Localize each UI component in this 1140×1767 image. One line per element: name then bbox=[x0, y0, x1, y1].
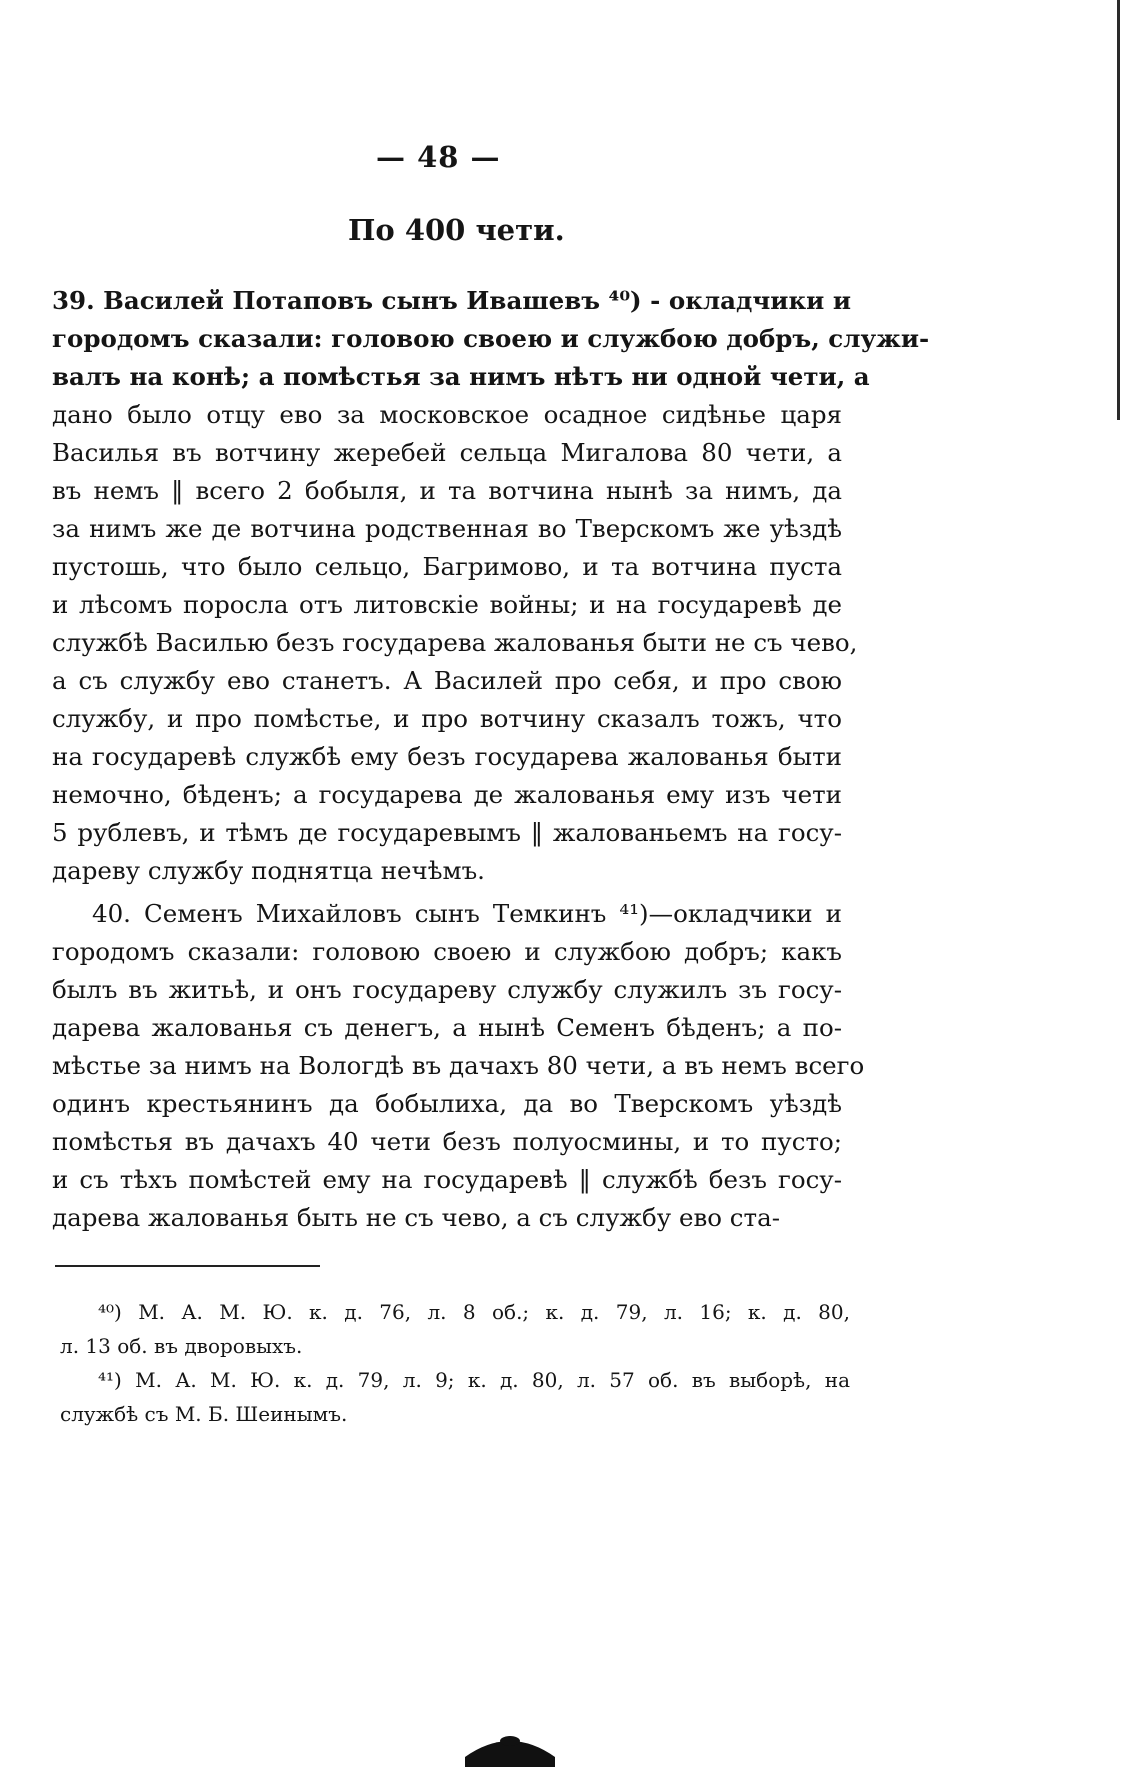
page-number: — 48 — bbox=[376, 140, 501, 174]
footnote-line: ⁴¹) М. А. М. Ю. к. д. 79, л. 9; к. д. 80, л. 57 об. въ выборѣ, на bbox=[98, 1368, 850, 1392]
text-line: дано было отцу ево за московское осадное сидѣнье царя bbox=[52, 400, 842, 429]
text-line: а съ службу ево станетъ. А Василей про себя, и про свою bbox=[52, 666, 842, 695]
ornament-icon bbox=[463, 1727, 557, 1767]
footnote-line: л. 13 об. въ дворовыхъ. bbox=[60, 1334, 303, 1358]
text-line: и съ тѣхъ помѣстей ему на государевѣ ‖ службѣ безъ госу- bbox=[52, 1165, 842, 1194]
text-line: на государевѣ службѣ ему безъ государева жалованья быти bbox=[52, 742, 842, 771]
footnotes bbox=[60, 1295, 850, 1431]
footnote-41 bbox=[60, 1363, 850, 1431]
text-line: 39. Василей Потаповъ сынъ Ивашевъ ⁴⁰) - окладчики и bbox=[52, 286, 852, 315]
text-line: службѣ Василью безъ государева жалованья быти не съ чево, bbox=[52, 628, 858, 657]
text-line: и лѣсомъ поросла отъ литовскіе войны; и на государевѣ де bbox=[52, 590, 842, 619]
footnote-divider bbox=[55, 1265, 320, 1267]
text-line: помѣстья въ дачахъ 40 чети безъ полуосмины, и то пусто; bbox=[52, 1127, 842, 1156]
text-line: пустошь, что было сельцо, Багримово, и та вотчина пуста bbox=[52, 552, 842, 581]
text-line: службу, и про помѣстье, и про вотчину сказалъ тожъ, что bbox=[52, 704, 842, 733]
text-line: былъ въ житьѣ, и онъ государеву службу служилъ зъ госу- bbox=[52, 975, 842, 1004]
text-line: Василья въ вотчину жеребей сельца Мигалова 80 чети, а bbox=[52, 438, 842, 467]
paragraph-40 bbox=[52, 895, 865, 1237]
text-line: дарева жалованья быть не съ чево, а съ службу ево ста- bbox=[52, 1203, 780, 1232]
text-line: 40. Семенъ Михайловъ сынъ Темкинъ ⁴¹)—окладчики и bbox=[92, 899, 842, 928]
paragraph-39 bbox=[52, 282, 930, 890]
text-line: 5 рублевъ, и тѣмъ де государевымъ ‖ жалованьемъ на госу- bbox=[52, 818, 842, 847]
body-text bbox=[52, 282, 930, 1237]
text-line: мѣстье за нимъ на Вологдѣ въ дачахъ 80 чети, а въ немъ всего bbox=[52, 1051, 865, 1080]
text-line: немочно, бѣденъ; а государева де жалованья ему изъ чети bbox=[52, 780, 842, 809]
footnote-line: службѣ съ М. Б. Шеинымъ. bbox=[60, 1402, 348, 1426]
text-line: городомъ сказали: головою своею и службою добръ, служи- bbox=[52, 324, 930, 353]
footnote-line: ⁴⁰) М. А. М. Ю. к. д. 76, л. 8 об.; к. д. 79, л. 16; к. д. 80, bbox=[98, 1300, 850, 1324]
text-line: одинъ крестьянинъ да бобылиха, да во Тверскомъ уѣздѣ bbox=[52, 1089, 842, 1118]
footnote-40 bbox=[60, 1295, 850, 1363]
text-line: за нимъ же де вотчина родственная во Тверскомъ же уѣздѣ bbox=[52, 514, 842, 543]
text-line: въ немъ ‖ всего 2 бобыля, и та вотчина нынѣ за нимъ, да bbox=[52, 476, 842, 505]
section-heading: По 400 чети. bbox=[348, 213, 565, 247]
text-line: дарева жалованья съ денегъ, а нынѣ Семенъ бѣденъ; а по- bbox=[52, 1013, 842, 1042]
text-line: городомъ сказали: головою своею и службою добръ; какъ bbox=[52, 937, 842, 966]
text-line: дареву службу поднятца нечѣмъ. bbox=[52, 856, 485, 885]
page-edge-line bbox=[1117, 0, 1120, 420]
text-line: валъ на конѣ; а помѣстья за нимъ нѣтъ ни одной чети, а bbox=[52, 362, 870, 391]
